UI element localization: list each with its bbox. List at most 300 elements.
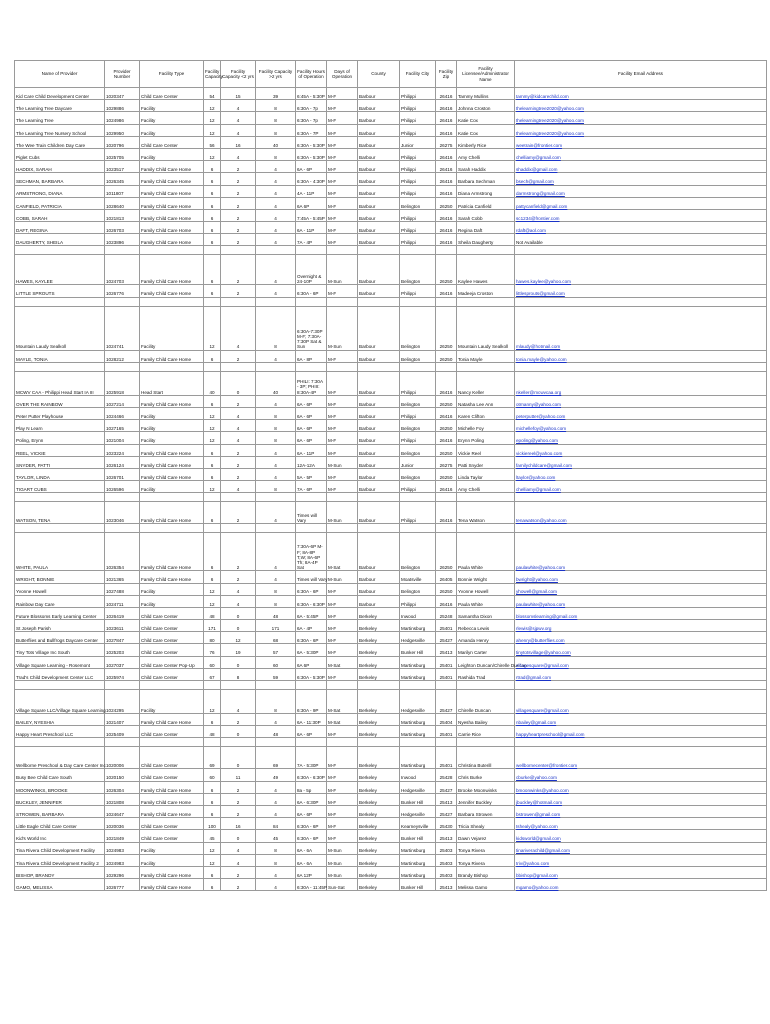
email-link[interactable]: michellefoy@yahoo.com (515, 420, 767, 432)
email-link[interactable]: bwright@yahoo.com (515, 571, 767, 583)
table-cell: 4 (256, 468, 296, 480)
table-cell: TIGART CUBS (15, 481, 105, 493)
table-cell: M-F (327, 124, 358, 136)
table-cell: 84 (256, 818, 296, 830)
table-cell: Hedgesville (400, 805, 436, 817)
empty-cell (105, 297, 140, 306)
table-cell: Berkeley (358, 668, 400, 680)
email-link[interactable]: thelearningtree2020@yahoo.com (515, 124, 767, 136)
table-cell: 2 (221, 161, 256, 173)
table-cell: Linda Taylor (457, 468, 515, 480)
table-cell: M-F (327, 769, 358, 781)
empty-cell (256, 246, 296, 255)
table-cell: M-Sat (327, 714, 358, 726)
table-cell: Barbour (358, 420, 400, 432)
table-cell: 25403 (436, 854, 457, 866)
table-cell: Carrie Rice (457, 726, 515, 738)
table-cell: 26416 (436, 408, 457, 420)
email-link[interactable]: nbailey@gmail.com (515, 714, 767, 726)
email-link[interactable]: wellbornecenter@frontier.com (515, 747, 767, 769)
table-cell: BISHOP, BRANDY (15, 866, 105, 878)
table-cell: Belington (400, 306, 436, 350)
table-cell: COBB, SARAH (15, 209, 105, 221)
table-cell: OVER THE RAINBOW (15, 395, 105, 407)
table-cell: 171 (256, 620, 296, 632)
table-cell: Kaylee Hawes (457, 255, 515, 285)
table-cell: Rebecca Lewis (457, 620, 515, 632)
email-link[interactable]: villagesquare@gmail.com (515, 690, 767, 714)
table-cell: Barbour (358, 222, 400, 234)
table-cell: 1024983 (105, 842, 140, 854)
table-cell: Berkeley (358, 747, 400, 769)
table-cell: 39 (256, 88, 296, 100)
table-cell: 2 (221, 444, 256, 456)
table-cell: 8 (256, 842, 296, 854)
email-link[interactable]: tshealy@yahoo.com (515, 818, 767, 830)
table-cell: 7:45A - 5:45P (296, 209, 327, 221)
table-cell: 2 (221, 571, 256, 583)
empty-cell (256, 493, 296, 502)
table-cell: Barbour (358, 350, 400, 362)
table-cell: 4 (221, 100, 256, 112)
column-header: Facility Email Address (515, 61, 767, 88)
table-cell: 12 (204, 306, 221, 350)
table-cell: 6:30A - 6:30P (296, 769, 327, 781)
empty-cell (140, 493, 204, 502)
table-cell: Philippi (400, 408, 436, 420)
table-cell: Katie Cox (457, 124, 515, 136)
table-cell: 45 (204, 830, 221, 842)
email-link[interactable]: chelliamy@gmail.com (515, 481, 767, 493)
email-link[interactable]: jbuckley@hotmail.com (515, 793, 767, 805)
table-cell: Berkeley (358, 644, 400, 656)
table-row (15, 136, 767, 148)
table-cell: 4 (221, 854, 256, 866)
table-cell: Child Care Center (140, 620, 204, 632)
table-cell: 4A - 11P (296, 185, 327, 197)
table-cell: 25428 (436, 769, 457, 781)
table-cell: Tina Rivera Child Development Facility 2 (15, 854, 105, 866)
empty-cell (140, 681, 204, 690)
table-cell: Barbour (358, 395, 400, 407)
table-cell: Junior (400, 456, 436, 468)
table-cell: 26416 (436, 432, 457, 444)
table-cell: Philippi (400, 432, 436, 444)
table-cell: WHITE, PAULA (15, 533, 105, 571)
table-cell: 26416 (436, 371, 457, 395)
table-cell: Bunker Hill (400, 793, 436, 805)
empty-cell (327, 246, 358, 255)
empty-cell (204, 493, 221, 502)
empty-cell (515, 738, 767, 747)
table-cell: 1020036 (105, 818, 140, 830)
email-link[interactable]: blossomslearning@gmail.com (515, 607, 767, 619)
table-cell: M-F (327, 173, 358, 185)
table-cell: 6A 6P (296, 656, 327, 668)
email-link[interactable]: rdaft@aol.com (515, 222, 767, 234)
table-cell: Philippi (400, 88, 436, 100)
table-cell: Inwood (400, 769, 436, 781)
table-cell: Happy Heart Preschool LLC (15, 726, 105, 738)
table-cell: 6 (204, 879, 221, 891)
table-cell: 0 (221, 620, 256, 632)
table-cell: 1023046 (105, 502, 140, 524)
table-cell: 2 (221, 805, 256, 817)
table-cell: 12 (221, 632, 256, 644)
table-cell: 4 (256, 533, 296, 571)
table-cell: 2 (221, 255, 256, 285)
empty-cell (105, 362, 140, 371)
table-cell: Barbara Sechman (457, 173, 515, 185)
table-cell: Berkeley (358, 769, 400, 781)
table-row (15, 197, 767, 209)
table-cell: 2 (221, 502, 256, 524)
table-cell: 6A - 6P (296, 726, 327, 738)
email-link[interactable]: weetrain@frontier.com (515, 136, 767, 148)
table-cell: 8 (256, 408, 296, 420)
table-cell: 1020796 (105, 136, 140, 148)
table-cell: Family Child Care Home (140, 234, 204, 246)
empty-cell (515, 246, 767, 255)
table-row (15, 161, 767, 173)
empty-cell (400, 297, 436, 306)
table-cell: 1025974 (105, 668, 140, 680)
email-link[interactable]: tammy@kidcarechild.com (515, 88, 767, 100)
table-cell: Family Child Care Home (140, 209, 204, 221)
table-row (15, 185, 767, 197)
table-cell: 6 (204, 533, 221, 571)
table-cell: Barbour (358, 432, 400, 444)
table-cell: MOONWINKS, BROOKE (15, 781, 105, 793)
table-cell: Dawn Vejarez (457, 830, 515, 842)
table-cell: 6:30A - 6P (296, 285, 327, 297)
table-cell: Family Child Care Home (140, 255, 204, 285)
table-cell: Martinsburg (400, 656, 436, 668)
table-cell: Child Care Center (140, 607, 204, 619)
table-cell: 4 (256, 161, 296, 173)
email-link[interactable]: vickiereel@yahoo.com (515, 444, 767, 456)
table-cell: 25427 (436, 690, 457, 714)
table-cell: Barbour (358, 112, 400, 124)
table-cell: 2 (221, 714, 256, 726)
table-row (15, 607, 767, 619)
table-cell: Tiny Tots Village Inc South (15, 644, 105, 656)
table-cell: 6:30A - 7P (296, 124, 327, 136)
table-cell: 2 (221, 234, 256, 246)
email-link[interactable]: familychildcare@gmail.com (515, 456, 767, 468)
email-link[interactable]: rlewis@sjpwv.org (515, 620, 767, 632)
table-cell: M-F (327, 136, 358, 148)
empty-cell (296, 246, 327, 255)
table-cell: Facility (140, 306, 204, 350)
email-link[interactable]: hawes.kaylee@yahoo.com (515, 255, 767, 285)
table-cell: 1025203 (105, 644, 140, 656)
table-cell: Berkeley (358, 879, 400, 891)
table-cell: 4 (256, 866, 296, 878)
empty-cell (436, 362, 457, 371)
table-cell: 6:30A - 6P (296, 583, 327, 595)
empty-cell (400, 246, 436, 255)
table-cell: 1021407 (105, 714, 140, 726)
table-cell: 69 (204, 747, 221, 769)
email-link[interactable]: tinytotsvillage@yahoo.com (515, 644, 767, 656)
email-link[interactable]: kidsworld@gmail.com (515, 830, 767, 842)
email-link[interactable]: rtrad@gmail.com (515, 668, 767, 680)
table-cell: Berkeley (358, 620, 400, 632)
email-link[interactable]: tinariverachild@gmail.com (515, 842, 767, 854)
table-cell: M-F (327, 793, 358, 805)
table-cell: 6 (204, 173, 221, 185)
table-cell: Family Child Care Home (140, 222, 204, 234)
empty-cell (204, 738, 221, 747)
table-cell: 12 (204, 124, 221, 136)
table-row (15, 583, 767, 595)
email-link[interactable]: chelliamy@gmail.com (515, 148, 767, 160)
table-cell: Marilyn Carter (457, 644, 515, 656)
table-cell: The Learning Tree Daycare (15, 100, 105, 112)
table-cell: 6 (204, 285, 221, 297)
table-cell: 6:30A - 7p (296, 112, 327, 124)
table-cell: 26416 (436, 481, 457, 493)
table-cell: SNYDER, PATTI (15, 456, 105, 468)
table-cell: 4 (221, 690, 256, 714)
email-link[interactable]: tenawatson@yahoo.com (515, 502, 767, 524)
table-cell: The Learning Tree Nursery School (15, 124, 105, 136)
empty-cell (358, 681, 400, 690)
table-cell: LITTLE SPROUTS (15, 285, 105, 297)
empty-cell (296, 493, 327, 502)
table-cell: 4 (256, 781, 296, 793)
table-cell: 2 (221, 866, 256, 878)
table-cell: 6:30A - 6P (296, 818, 327, 830)
email-link[interactable]: happyheartpreschool@gmail.com (515, 726, 767, 738)
table-row (15, 502, 767, 524)
empty-cell (256, 362, 296, 371)
email-link[interactable]: darmstrong@gmail.com (515, 185, 767, 197)
table-cell: Belington (400, 583, 436, 595)
table-row (15, 805, 767, 817)
email-link[interactable]: mlaudy@hotmail.com (515, 306, 767, 350)
table-cell: 26250 (436, 306, 457, 350)
empty-cell (327, 681, 358, 690)
table-cell: 8 (256, 432, 296, 444)
table-cell: Village Square LLC/Village Square Learning (15, 690, 105, 714)
table-cell: Barbour (358, 185, 400, 197)
email-link[interactable]: pattycanfield@gmail.com (515, 197, 767, 209)
empty-cell (256, 738, 296, 747)
table-row (15, 656, 767, 668)
table-cell: 6A - 5:30P (296, 644, 327, 656)
table-cell: 26416 (436, 88, 457, 100)
empty-cell (457, 297, 515, 306)
email-link[interactable]: ahenry@butterflies.com (515, 632, 767, 644)
table-cell: Karen Clifton (457, 408, 515, 420)
table-cell: Junior (400, 136, 436, 148)
table-cell: 7:30A-6P M-F; 8A-8P T,W; 8A-6P Th; 8A-4P Sat (296, 533, 327, 571)
table-cell: 2 (221, 285, 256, 297)
table-cell: 1027488 (105, 583, 140, 595)
table-cell: M-F (327, 468, 358, 480)
table-cell: 6A - 11P (296, 444, 327, 456)
table-cell: Belington (400, 350, 436, 362)
table-cell: Facility (140, 148, 204, 160)
email-link[interactable]: shaddix@gmail.com (515, 161, 767, 173)
table-cell: Philippi (400, 209, 436, 221)
table-cell: 1023517 (105, 161, 140, 173)
table-cell: SECHMAN, BARBARA (15, 173, 105, 185)
table-cell: Erynn Poling (457, 432, 515, 444)
email-link[interactable]: yhowell@gmail.com (515, 583, 767, 595)
table-cell: 12 (204, 100, 221, 112)
table-cell: Barbour (358, 456, 400, 468)
email-link[interactable]: littlesprouts@gmail.com (515, 285, 767, 297)
table-cell: Child Care Center (140, 668, 204, 680)
table-cell: 69 (256, 747, 296, 769)
table-cell: Tonya Rivera (457, 854, 515, 866)
table-cell: 6A - 11:30P (296, 714, 327, 726)
table-cell: Play N Learn (15, 420, 105, 432)
email-link[interactable]: villagesquare@gmail.com (515, 656, 767, 668)
table-cell: Berkeley (358, 818, 400, 830)
table-cell: Berkeley (358, 632, 400, 644)
table-cell: Diana Armstrong (457, 185, 515, 197)
table-cell: M-F (327, 371, 358, 395)
column-header: Facility Zip (436, 61, 457, 88)
email-link[interactable]: bstrowen@gmail.com (515, 805, 767, 817)
table-cell: The Learning Tree (15, 112, 105, 124)
table-row (15, 209, 767, 221)
empty-cell (457, 681, 515, 690)
table-cell: 1024986 (105, 112, 140, 124)
email-link[interactable]: bbishop@gmail.com (515, 866, 767, 878)
table-cell: 1021004 (105, 432, 140, 444)
table-cell: 12 (204, 690, 221, 714)
empty-cell (436, 493, 457, 502)
table-cell: Moatsville (400, 571, 436, 583)
table-cell: 6:30A - 5:30P (296, 136, 327, 148)
table-cell: Kid's World Inc (15, 830, 105, 842)
table-cell: 6A - 4P (296, 620, 327, 632)
table-cell: MCWV CAA - Philippi Head Start IA III (15, 371, 105, 395)
email-link[interactable]: peterputter@yahoo.com (515, 408, 767, 420)
table-cell: Berkeley (358, 830, 400, 842)
table-cell: Barbour (358, 583, 400, 595)
table-cell: 1021808 (105, 793, 140, 805)
table-cell: Barbara Strowen (457, 805, 515, 817)
table-cell: Paula White (457, 533, 515, 571)
email-link[interactable]: paulawhite@yahoo.com (515, 533, 767, 571)
empty-cell (296, 738, 327, 747)
table-cell: 49 (256, 769, 296, 781)
empty-cell (358, 362, 400, 371)
table-cell: M-F (327, 100, 358, 112)
table-cell: 26250 (436, 395, 457, 407)
table-cell: Katie Cox (457, 112, 515, 124)
table-cell: Martinsburg (400, 854, 436, 866)
table-cell: Child Care Center (140, 644, 204, 656)
table-cell: Berkeley (358, 805, 400, 817)
email-link[interactable]: bsech@gmail.com (515, 173, 767, 185)
email-link[interactable]: mgamo@yahoo.com (515, 879, 767, 891)
table-cell: 6A - 5:45P (296, 607, 327, 619)
table-cell: Family Child Care Home (140, 197, 204, 209)
table-cell: Facility (140, 690, 204, 714)
table-cell: Facility (140, 595, 204, 607)
table-cell: 26405 (436, 571, 457, 583)
table-cell: 6A - 6P (296, 408, 327, 420)
table-cell: 6A - 6:30P (296, 793, 327, 805)
empty-cell (204, 297, 221, 306)
email-link[interactable]: sc1234@frontier.com (515, 209, 767, 221)
email-link[interactable]: triv@yahoo.com (515, 854, 767, 866)
table-cell: M-Sun (327, 306, 358, 350)
table-cell: 8 (256, 112, 296, 124)
table-cell: DAFT, REGINA (15, 222, 105, 234)
email-link[interactable]: epoling@yahoo.com (515, 432, 767, 444)
column-header: Name of Provider (15, 61, 105, 88)
table-cell: Facility (140, 100, 204, 112)
table-cell: Times will Vary (296, 571, 327, 583)
table-cell: Head Start (140, 371, 204, 395)
table-cell: 26416 (436, 161, 457, 173)
table-cell: 2 (221, 395, 256, 407)
table-cell: 6 (204, 456, 221, 468)
table-cell: 6:30A-7:30P M-F; 7:30A-7:30P Sat & Sun (296, 306, 327, 350)
table-cell: Regina Daft (457, 222, 515, 234)
email-link[interactable]: thelearningtree2020@yahoo.com (515, 112, 767, 124)
table-cell: DAUGHERTY, SHEILA (15, 234, 105, 246)
spacer-row (15, 681, 767, 690)
table-cell: Child Care Center (140, 818, 204, 830)
email-link[interactable]: nkeller@mcwvcaa.org (515, 371, 767, 395)
table-cell: HADDIX, SARAH (15, 161, 105, 173)
email-link[interactable]: cburke@yahoo.com (515, 769, 767, 781)
table-cell: 8 (256, 481, 296, 493)
table-cell: Berkeley (358, 607, 400, 619)
table-cell: 25401 (436, 747, 457, 769)
table-cell: 60 (256, 656, 296, 668)
table-cell: 6 (204, 793, 221, 805)
table-cell: M-F (327, 481, 358, 493)
table-cell: 1020347 (105, 88, 140, 100)
table-cell: 2 (221, 533, 256, 571)
empty-cell (358, 297, 400, 306)
table-cell: Amy Chelli (457, 481, 515, 493)
table-cell: 8 (256, 306, 296, 350)
table-cell: 8a - 5p (296, 781, 327, 793)
email-link[interactable]: thelearningtree2020@yahoo.com (515, 100, 767, 112)
email-link[interactable]: tonia.mayle@yahoo.com (515, 350, 767, 362)
table-row (15, 112, 767, 124)
table-cell: MAYLE, TONIA (15, 350, 105, 362)
table-cell: 1026777 (105, 879, 140, 891)
email-link[interactable]: bmoonwinks@yahoo.com (515, 781, 767, 793)
table-cell: Village Square Learning - Rosemont (15, 656, 105, 668)
table-cell: Barbour (358, 197, 400, 209)
email-link[interactable]: ltaylor@yahoo.com (515, 468, 767, 480)
table-cell: 1025918 (105, 371, 140, 395)
table-cell: Natasha Lee Ann (457, 395, 515, 407)
empty-cell (296, 362, 327, 371)
empty-cell (358, 493, 400, 502)
email-link[interactable]: otrnanny@yahoo.com (515, 395, 767, 407)
table-cell: 0 (221, 656, 256, 668)
empty-cell (358, 524, 400, 533)
table-cell: M-Sun (327, 842, 358, 854)
table-cell: Samantha Dixon (457, 607, 515, 619)
email-link[interactable]: paulawhite@yahoo.com (515, 595, 767, 607)
table-cell: 0 (221, 726, 256, 738)
